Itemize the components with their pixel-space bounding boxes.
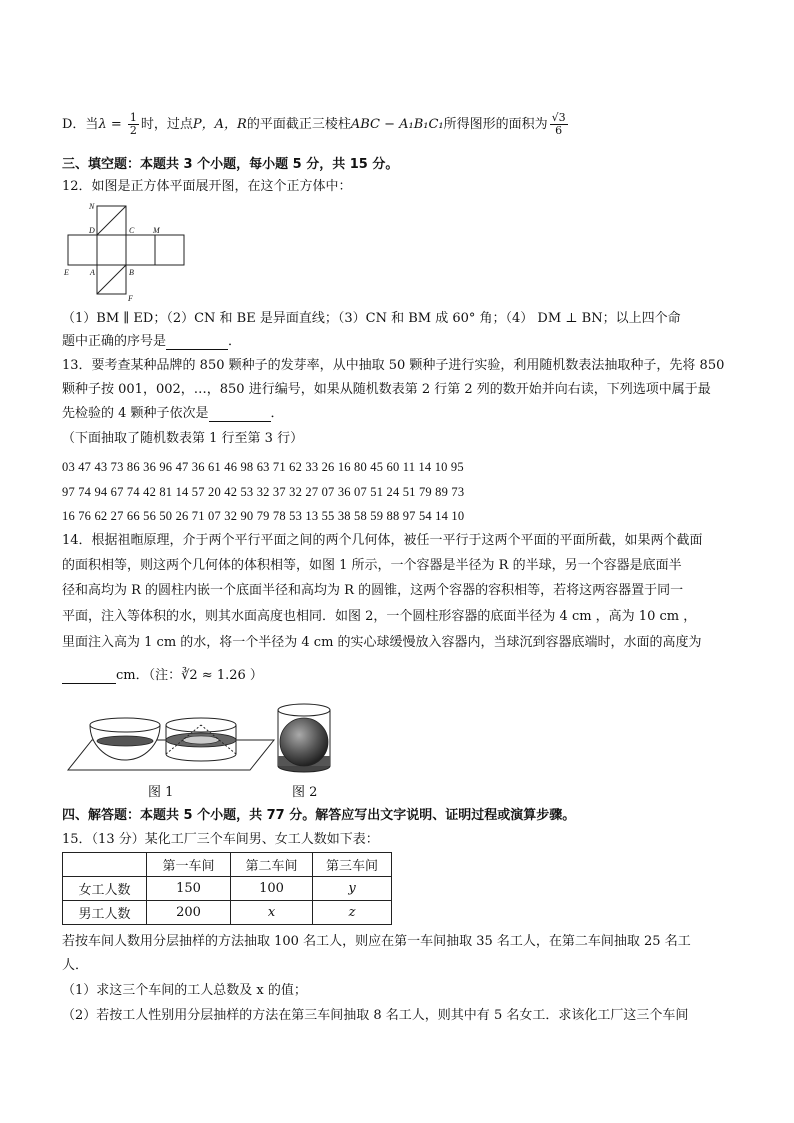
label-f: F (128, 294, 133, 302)
half-fraction: $\frac{1}{2}$ (129, 111, 137, 137)
q14-line-5: 里面注入高为 1 cm 的水，将一个半径为 4 cm 的实心球缓慢放入容器内，当球沉到容器底端时，水面的高度为 (62, 635, 702, 650)
label-c: C (129, 226, 135, 235)
q12-propositions: （1）BM ∥ ED；（2）CN 和 BE 是异面直线；（3）CN 和 BM 成 60° 角；（4） DM ⊥ BN；以上四个命 (62, 311, 681, 326)
table-cell: 200 (147, 901, 231, 925)
q14-line-1: 14．根据祖暅原理，介于两个平行平面之间的两个几何体，被任一平行于这两个平面的平面所截，如果两个截面 (62, 533, 703, 548)
table-row (63, 901, 392, 925)
cube-net-figure (60, 200, 200, 302)
figure-2-cylinder-ball (272, 700, 336, 776)
points-p-a-r: P，A，R (192, 117, 247, 132)
section-3-heading: 三、填空题：本题共 3 个小题，每小题 5 分，共 15 分。 (62, 157, 399, 172)
table-cell: 女工人数 (63, 877, 147, 901)
q13-line-2: 颗种子按 001，002，…，850 进行编号，如果从随机数表第 2 行第 2 列的数开始并向右读，下列选项中属于最 (62, 382, 711, 397)
q14-line-6: cm．（注：∛2 ≈ 1.26 ） (62, 668, 263, 684)
table-header-cell: 第二车间 (231, 853, 313, 877)
label-n: N (89, 202, 95, 211)
q15-part-1: （1）求这三个车间的工人总数及 x 的值； (62, 983, 307, 998)
figure-1-containers (66, 708, 276, 774)
table-header-cell (63, 853, 147, 877)
random-table-row-3: 16 76 62 27 66 56 50 26 71 07 32 90 79 78 53 13 55 38 58 59 88 97 54 14 10 (62, 509, 465, 523)
table-cell: 男工人数 (63, 901, 147, 925)
q14-answer-blank[interactable] (62, 671, 116, 684)
table-header-cell: 第一车间 (147, 853, 231, 877)
prism-name: ABC − A₁B₁C₁ (350, 117, 444, 132)
option-d-prefix: D．当 (62, 117, 99, 132)
label-a: A (90, 268, 95, 277)
table-header-row (63, 853, 392, 877)
q14-line-4: 平面，注入等体积的水，则其水面高度也相同．如图 2，一个圆柱形容器的底面半径为 4 cm ，高为 10 cm ， (62, 609, 697, 624)
option-d: D．当λ = $\frac{1}{2}$ 时，过点P，A，R的平面截正三棱柱ABC − A₁B₁C₁所得图形的面积为 $\frac{√3}{6}$ (62, 111, 566, 137)
random-table-row-2: 97 74 94 67 74 42 81 14 57 20 42 53 32 37 32 27 07 36 07 51 24 51 79 89 73 (62, 485, 465, 499)
q14-line-2: 的面积相等，则这两个几何体的体积相等，如图 1 所示，一个容器是半径为 R 的半球，另一个容器是底面半 (62, 558, 682, 573)
figure-2-caption: 图 2 (292, 785, 318, 800)
table-row (63, 877, 392, 901)
q15-line-1: 若按车间人数用分层抽样的方法抽取 100 名工人，则应在第一车间抽取 35 名工人，在第二车间抽取 25 名工 (62, 934, 691, 949)
q12-answer-blank[interactable] (166, 337, 228, 350)
equals-sign: = (106, 117, 126, 132)
label-e: E (64, 268, 69, 277)
table-cell: 100 (231, 877, 313, 901)
lambda-symbol: λ (98, 117, 107, 132)
q15-stem: 15．（13 分）某化工厂三个车间男、女工人数如下表： (62, 832, 379, 847)
q14-line-3: 径和高均为 R 的圆柱内嵌一个底面半径和高均为 R 的圆锥，这两个容器的容积相等，若将这两容器置于同一 (62, 583, 684, 598)
area-fraction: $\frac{√3}{6}$ (551, 111, 566, 137)
q13-note: （下面抽取了随机数表第 1 行至第 3 行） (62, 431, 304, 446)
table-cell: x (231, 901, 313, 925)
q15-part-2: （2）若按工人性别用分层抽样的方法在第三车间抽取 8 名工人，则其中有 5 名女工．求该化工厂这三个车间 (62, 1008, 689, 1023)
q12-answer-line: 题中正确的序号是 ． (62, 334, 242, 349)
table-cell: y (313, 877, 392, 901)
table-cell: 150 (147, 877, 231, 901)
random-table-row-1: 03 47 43 73 86 36 96 47 36 61 46 98 63 71 62 33 26 16 80 45 60 11 14 10 95 (62, 460, 464, 474)
q12-stem: 12．如图是正方体平面展开图，在这个正方体中： (62, 179, 352, 194)
table-cell: z (313, 901, 392, 925)
figure-1-caption: 图 1 (148, 785, 174, 800)
q13-answer-blank[interactable] (209, 409, 271, 422)
label-d: D (89, 226, 95, 235)
section-4-heading: 四、解答题：本题共 5 个小题，共 77 分。解答应写出文字说明、证明过程或演算步骤。 (62, 808, 576, 823)
q15-line-2: 人． (62, 958, 89, 973)
label-m: M (153, 226, 160, 235)
q13-line-1: 13．要考查某种品牌的 850 颗种子的发芽率，从中抽取 50 颗种子进行实验，利用随机数表法抽取种子，先将 850 (62, 358, 725, 373)
worker-count-table (62, 852, 392, 925)
label-b: B (129, 268, 134, 277)
table-header-cell: 第三车间 (313, 853, 392, 877)
q13-line-3: 先检验的 4 颗种子依次是 ． (62, 406, 284, 421)
